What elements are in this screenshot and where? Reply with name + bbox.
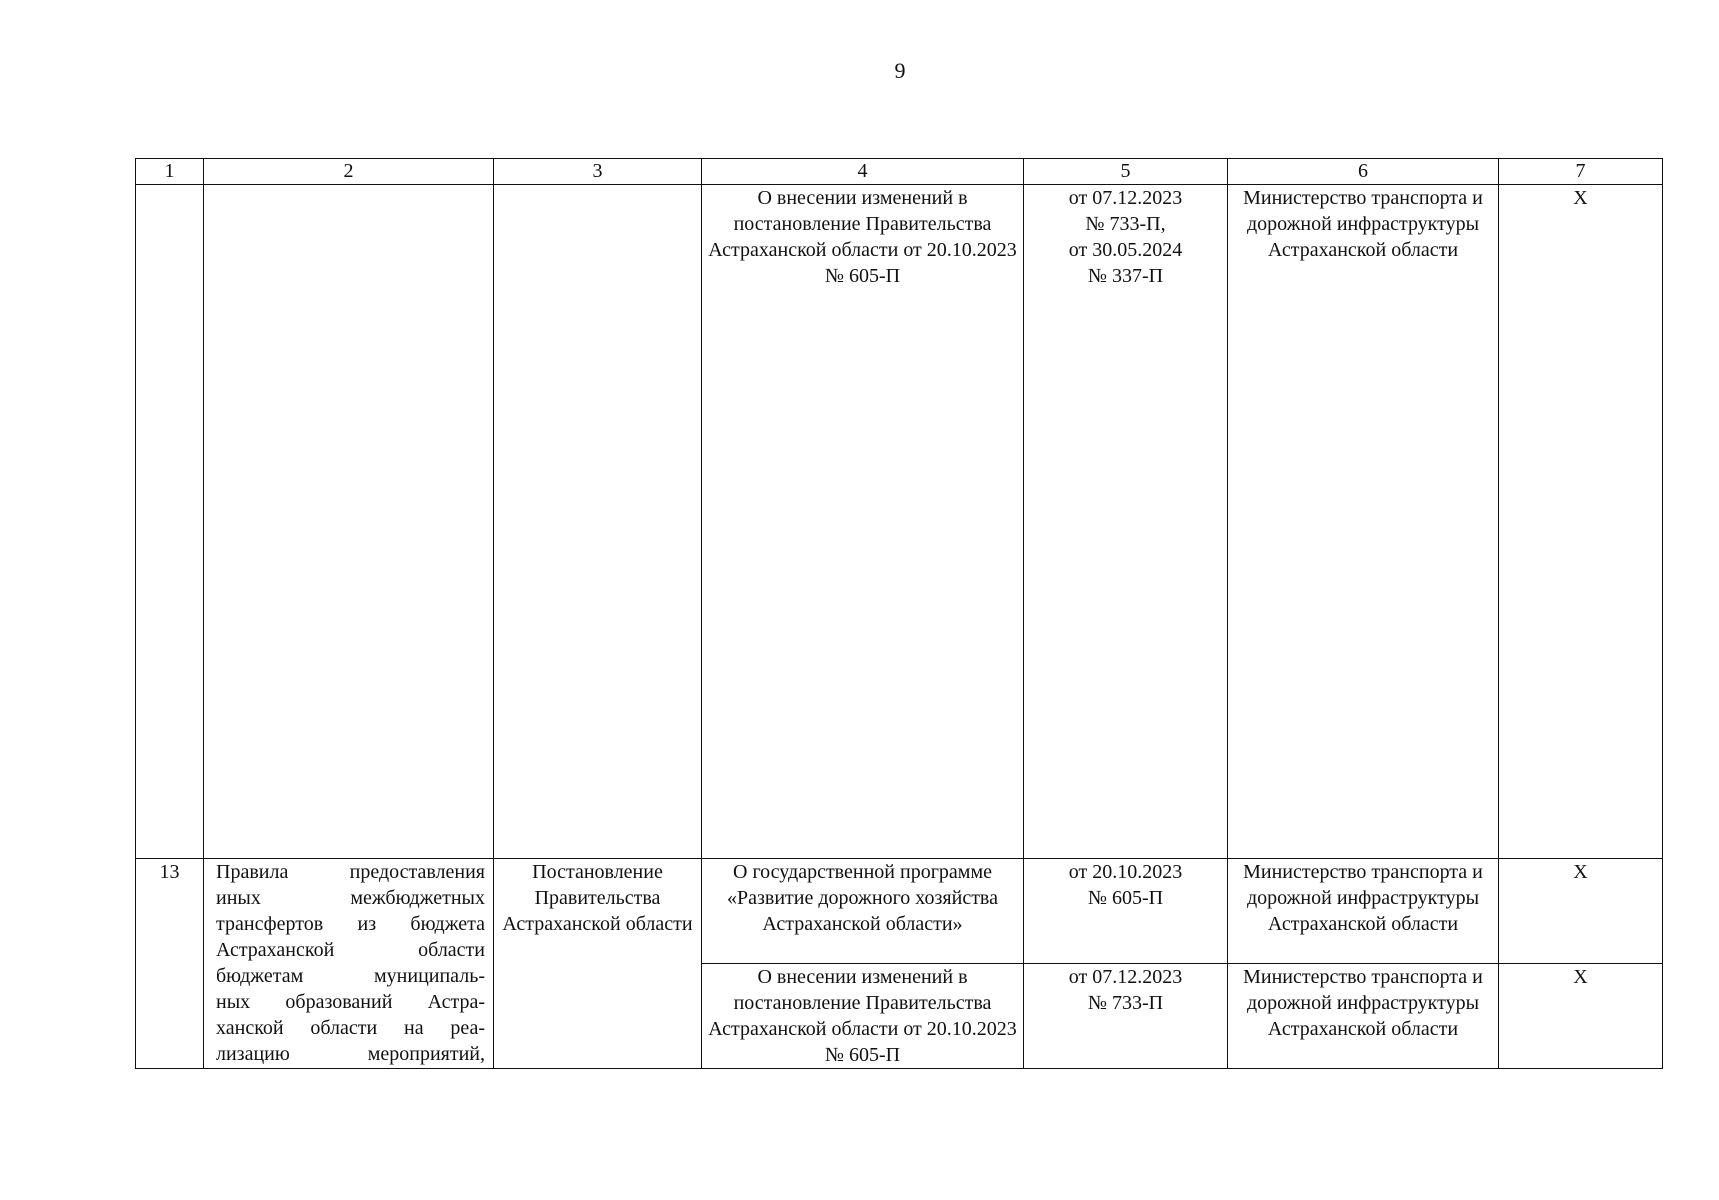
rule-line: лизацию мероприятий, [216,1043,485,1065]
document-date-cell [1024,859,1228,964]
rule-name-cell [204,859,494,1069]
responsible-body-cell: Министерство транспорта и дорожной инфраструктуры Астраханской области [1228,964,1499,1069]
document-type-cell [494,185,702,859]
column-number: 2 [204,159,494,185]
responsible-body-cell: Министерство транспорта и дорожной инфраструктуры Астраханской области [1228,859,1499,964]
mark-cell: Х [1499,964,1663,1069]
rule-line: ных образований Астра- [216,991,485,1013]
row-number-cell: 13 [136,859,204,1069]
date-line: от 07.12.2023 [1068,966,1183,988]
column-number: 5 [1024,159,1228,185]
row-number-cell [136,185,204,859]
regulations-table [135,158,1663,1069]
document-date-cell [1024,964,1228,1069]
mark-cell: Х [1499,185,1663,859]
column-number: 3 [494,159,702,185]
rule-line: иных межбюджетных [216,887,485,909]
date-line: № 733-П, [1085,213,1166,235]
date-line: № 337-П [1087,265,1164,287]
column-number: 4 [702,159,1024,185]
document-title-cell: О внесении изменений в постановление Правительства Астраханской области от 20.10.2023 № 605-П [702,964,1024,1069]
column-number-row [136,159,1663,185]
continuation-row [136,185,1663,859]
column-number: 7 [1499,159,1663,185]
page-number: 9 [894,58,906,83]
document-date-cell [1024,185,1228,859]
document-title-cell: О внесении изменений в постановление Правительства Астраханской области от 20.10.2023 № 605-П [702,185,1024,859]
date-line: от 07.12.2023 [1068,187,1183,209]
date-line: от 30.05.2024 [1068,239,1183,261]
rule-line: бюджетам муниципаль- [216,965,485,987]
date-line: от 20.10.2023 [1068,861,1183,883]
rule-line: Правила предоставления [216,861,485,883]
responsible-body-cell: Министерство транспорта и дорожной инфраструктуры Астраханской области [1228,185,1499,859]
date-line: № 605-П [1087,887,1164,909]
document-type-cell: Постановление Правительства Астраханской области [494,859,702,1069]
rule-line: ханской области на реа- [216,1017,485,1039]
rule-name-cell [204,185,494,859]
column-number: 6 [1228,159,1499,185]
date-line: № 733-П [1087,992,1164,1014]
document-title-cell: О государственной программе «Развитие дорожного хозяйства Астраханской области» [702,859,1024,964]
table-row [136,859,1663,964]
rule-line: трансфертов из бюджета [216,913,485,935]
column-number: 1 [136,159,204,185]
rule-line: Астраханской области [216,939,485,961]
mark-cell: Х [1499,859,1663,964]
